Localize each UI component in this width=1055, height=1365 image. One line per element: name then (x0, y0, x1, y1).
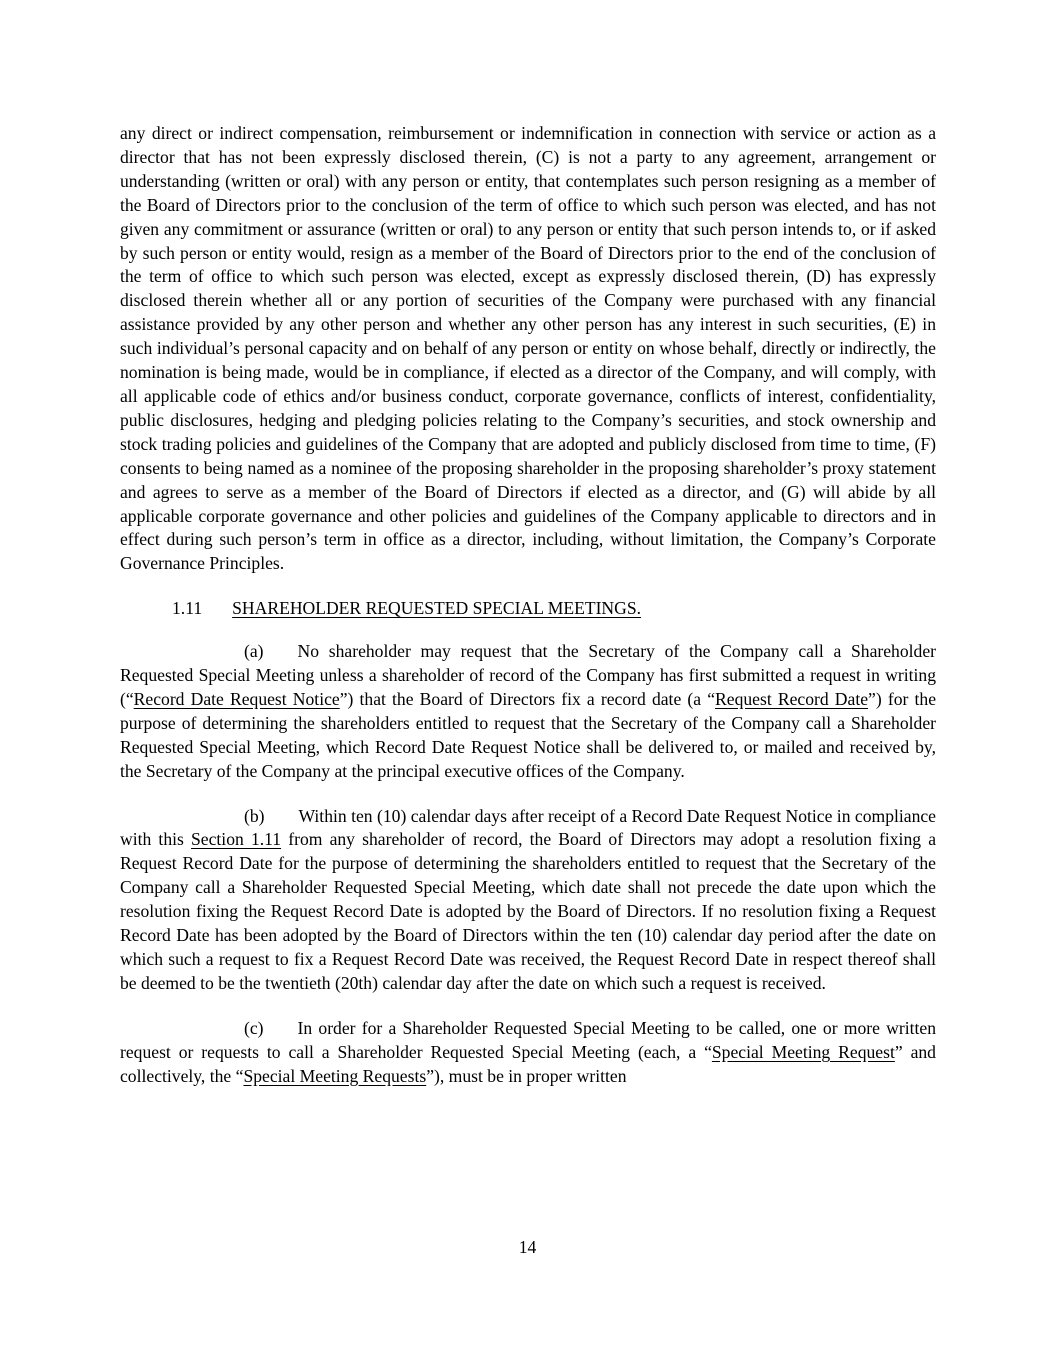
defined-term: Special Meeting Request (711, 1041, 895, 1062)
text-run: In order for a Shareholder Requested Special Meeting to be called, one or more written request or requests to call a Shareholder Requested Special Meeting (each, a “ (120, 1017, 936, 1062)
text-run: 1.11 (172, 598, 203, 619)
defined-term: Record Date Request Notice (133, 688, 340, 709)
defined-term: Special Meeting Requests (243, 1065, 427, 1086)
paragraph-a (120, 640, 936, 783)
defined-term: Section 1.11 (191, 829, 282, 850)
paragraph-continuation (120, 122, 936, 576)
section-heading-1-11 (120, 597, 936, 621)
page-number: 14 (518, 1237, 537, 1257)
text-run: (c) (244, 1017, 264, 1038)
text-run: ”), must be in proper written (426, 1065, 627, 1086)
text-run: from any shareholder of record, the Board of Directors may adopt a resolution fixing a Request Record Date for the purpose of determining the shareholders entitled to request that the Secretary of the Company call a Shareholder Requested Special Meeting, which date shall not precede the date upon which the resolution fixing the Request Record Date is adopted by the Board of Directors. If no resolution fixing a Request Record Date has been adopted by the Board of Directors within the ten (10) calendar day period after the date on which such a request to fix a Request Record Date was received, the Request Record Date in respect thereof shall be deemed to be the twentieth (20th) calendar day after the date on which such a request is received. (120, 829, 937, 993)
text-run: Within ten (10) calendar days after receipt of a Record Date Request Notice in compliance with this (120, 805, 936, 850)
text-run: (a) (244, 641, 264, 662)
document-body (120, 122, 936, 1110)
defined-term: SHAREHOLDER REQUESTED SPECIAL MEETINGS. (232, 598, 642, 619)
text-run: ” and collectively, the “ (120, 1041, 936, 1086)
defined-term: Request Record Date (715, 688, 869, 709)
text-run: ”) for the purpose of determining the shareholders entitled to request that the Secretary of the Company call a Shareholder Requested Special Meeting, which Record Date Request Notice shall be delivered to, or mailed and received by, the Secretary of the Company at the principal executive offices of the Company. (120, 688, 936, 781)
text-run: any direct or indirect compensation, reimbursement or indemnification in connection with service or action as a director that has not been expressly disclosed therein, (C) is not a party to any agreement, arrangement or understanding (written or oral) with any person or entity, that contemplates such person resigning as a member of the Board of Directors prior to the conclusion of the term of office to which such person was elected, and has not given any commitment or assurance (written or oral) to any person or entity that such person intends to, or if asked by such person or entity would, resign as a member of the Board of Directors prior to the end of the conclusion of the term of office to which such person was elected, except as expressly disclosed therein, (D) has expressly disclosed therein whether all or any portion of securities of the Company were purchased with any financial assistance provided by any other person and whether any other person has any interest in such securities, (E) in such individual’s personal capacity and on behalf of any person or entity on whose behalf, directly or indirectly, the nomination is being made, would be in compliance, if elected as a director of the Company, and will comply, with all applicable code of ethics and/or business conduct, corporate governance, conflicts of interest, confidentiality, public disclosures, hedging and pledging policies relating to the Company’s securities, and stock ownership and stock trading policies and guidelines of the Company that are adopted and publicly disclosed from time to time, (F) consents to being named as a nominee of the proposing shareholder in the proposing shareholder’s proxy statement and agrees to serve as a member of the Board of Directors if elected as a director, and (G) will abide by all applicable corporate governance and other policies and guidelines of the Company applicable to directors and in effect during such person’s term in office as a director, including, without limitation, the Company’s Corporate Governance Principles. (120, 123, 936, 574)
paragraph-b (120, 805, 936, 996)
paragraph-c (120, 1017, 936, 1089)
text-run: No shareholder may request that the Secretary of the Company call a Shareholder Requested Special Meeting unless a shareholder of record of the Company has first submitted a request in writing (“ (120, 641, 936, 709)
text-run: (b) (244, 805, 265, 826)
text-run: ”) that the Board of Directors fix a record date (a “ (339, 688, 716, 709)
